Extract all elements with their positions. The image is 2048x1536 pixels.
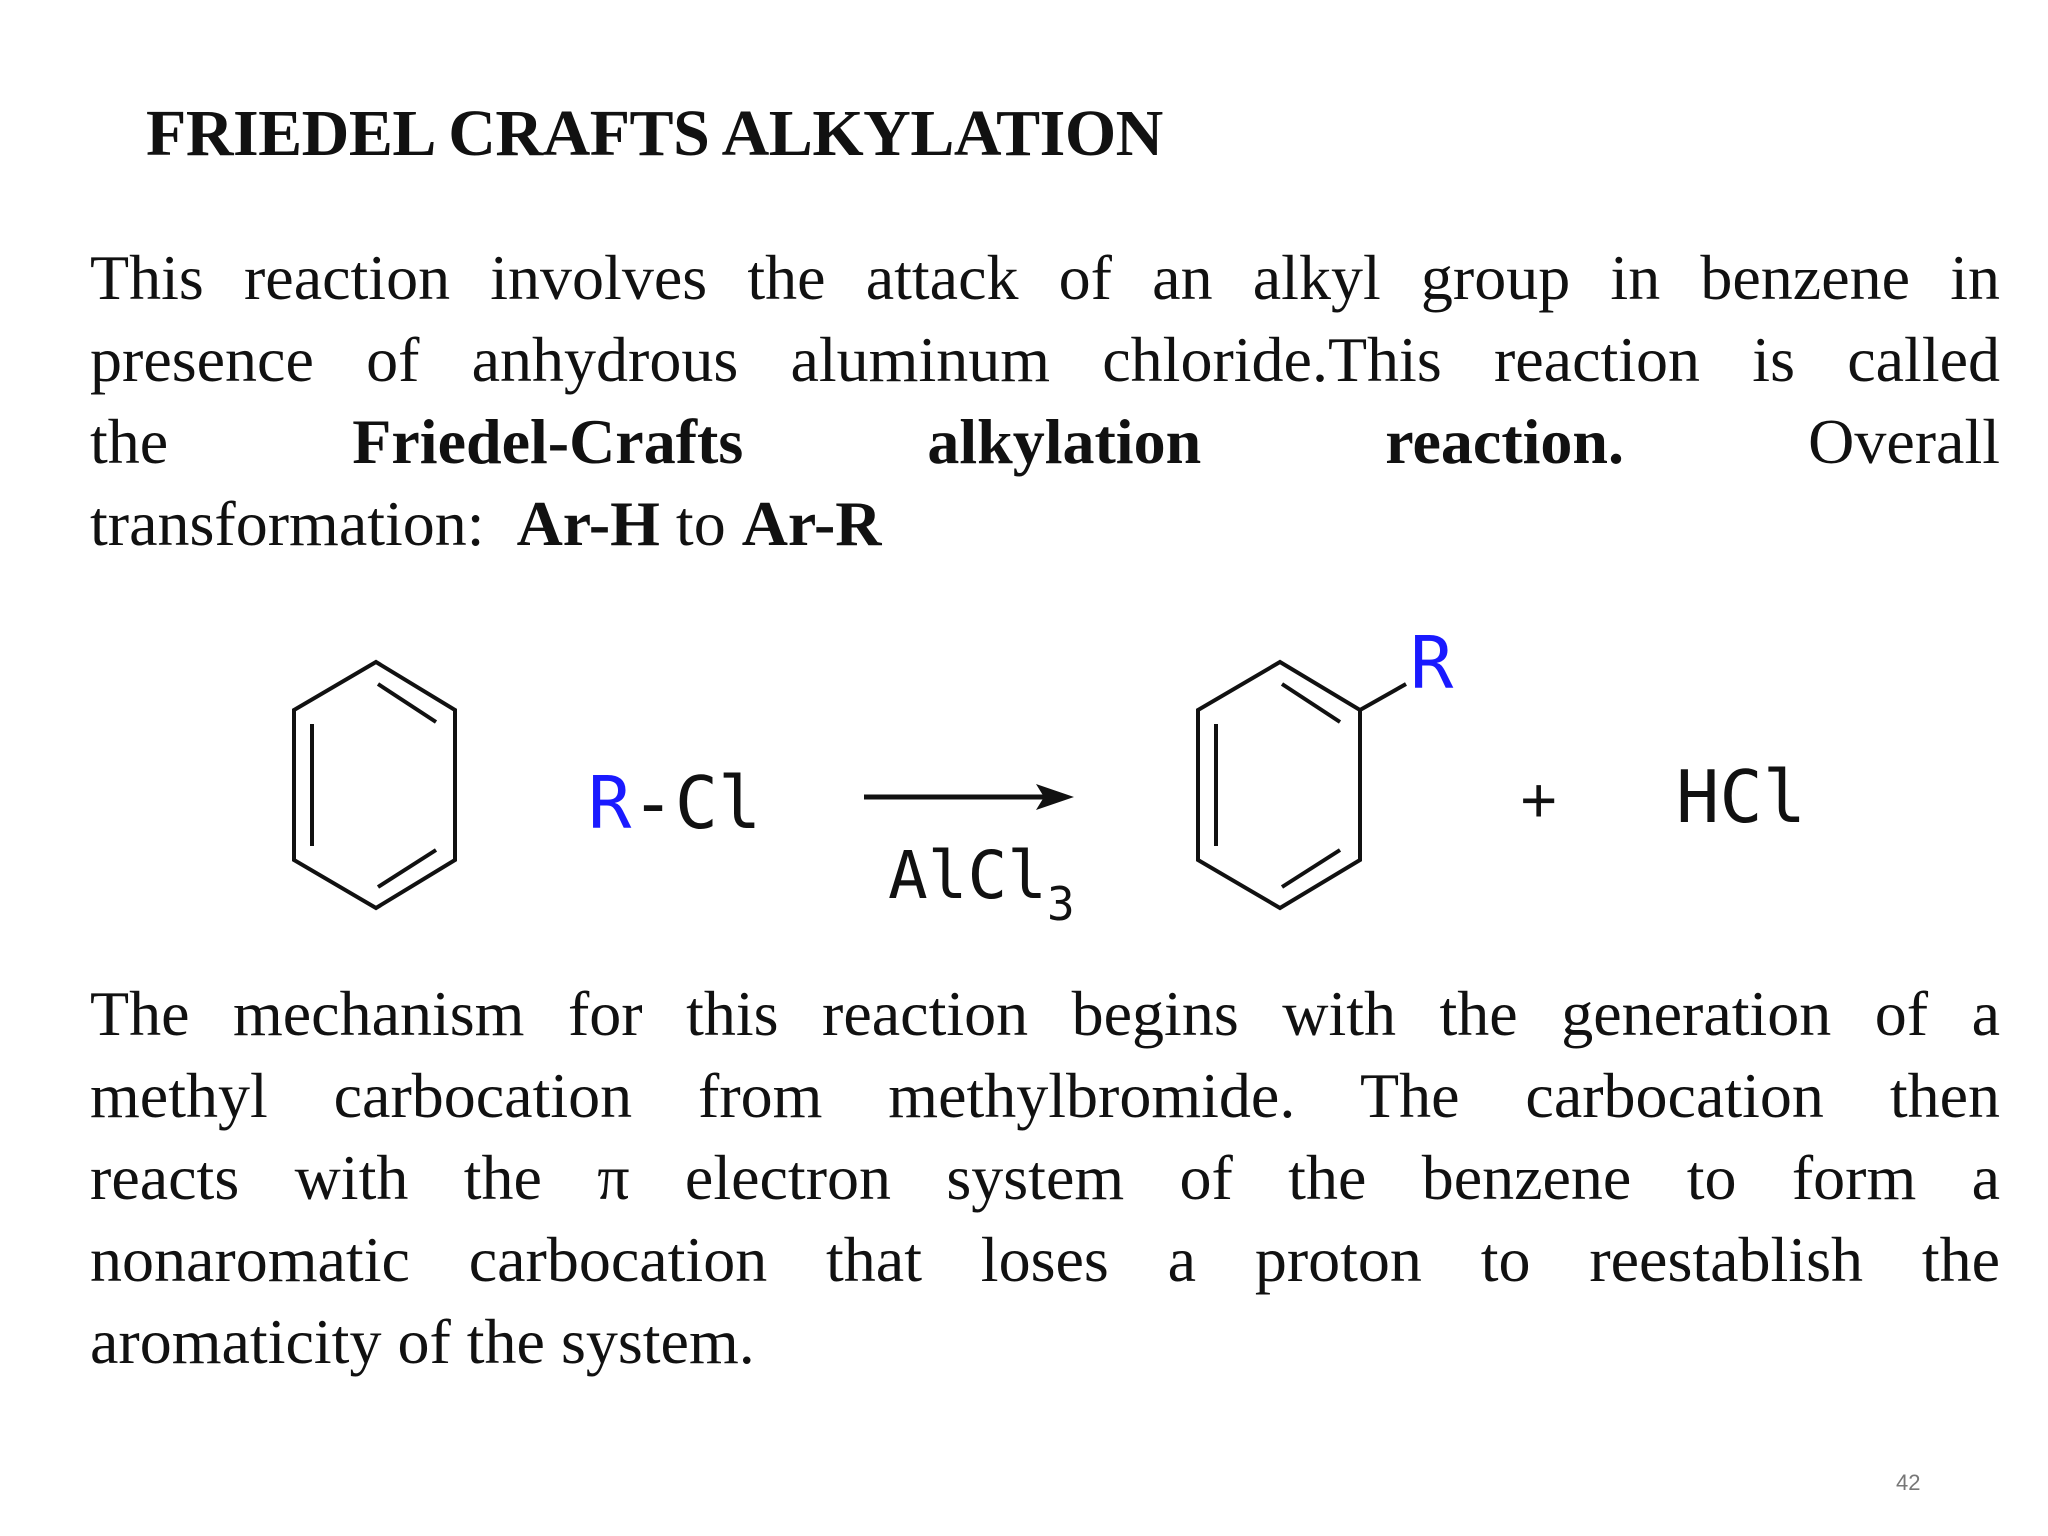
- term-alkylation: alkylation: [927, 406, 1202, 477]
- mechanism-line-2: methyl carbocation from methylbromide. The carbocation then: [90, 1060, 2000, 1131]
- intro-to: to: [659, 488, 742, 559]
- svg-text:AlCl3: [888, 837, 1075, 931]
- term-ar-h: Ar-H: [516, 488, 660, 559]
- reagent-r-label: R: [588, 761, 632, 845]
- mechanism-line-4: nonaromatic carbocation that loses a proton to reestablish the: [90, 1224, 2000, 1295]
- intro-transformation: transformation:: [90, 488, 517, 559]
- intro-overall: Overall: [1808, 406, 2000, 477]
- mechanism-line-1: The mechanism for this reaction begins with the generation of a: [90, 978, 2000, 1049]
- hcl-byproduct-label: HCl: [1676, 755, 1807, 839]
- reaction-scheme: [0, 600, 2048, 960]
- intro-line-3: [90, 401, 2000, 483]
- reaction-arrow: [864, 784, 1074, 810]
- svg-text:R-Cl: [588, 761, 761, 845]
- intro-line-2: presence of anhydrous aluminum chloride.This reaction is called: [90, 324, 2000, 395]
- benzene-reactant-structure: [294, 662, 455, 908]
- mechanism-line-3: reacts with the π electron system of the benzene to form a: [90, 1142, 2000, 1213]
- intro-the: the: [90, 406, 169, 477]
- alkylbenzene-product-structure: [1198, 662, 1406, 908]
- intro-line-4: [90, 483, 2000, 565]
- term-ar-r: Ar-R: [741, 488, 882, 559]
- slide-title: FRIEDEL CRAFTS ALKYLATION: [146, 97, 1163, 170]
- catalyst-subscript: 3: [1046, 877, 1075, 931]
- intro-paragraph: [90, 237, 2000, 565]
- mechanism-paragraph: [90, 973, 2000, 1383]
- term-friedel-crafts: Friedel-Crafts: [352, 406, 744, 477]
- catalyst-label: AlCl: [888, 837, 1047, 914]
- intro-line-1: This reaction involves the attack of an alkyl group in benzene in: [90, 242, 2000, 313]
- mechanism-line-5: aromaticity of the system.: [90, 1306, 755, 1377]
- plus-sign: +: [1520, 764, 1558, 836]
- reagent-cl-label: -Cl: [631, 761, 762, 845]
- product-r-label: R: [1410, 621, 1454, 705]
- page-number: 42: [1896, 1470, 1921, 1495]
- term-reaction: reaction.: [1385, 406, 1624, 477]
